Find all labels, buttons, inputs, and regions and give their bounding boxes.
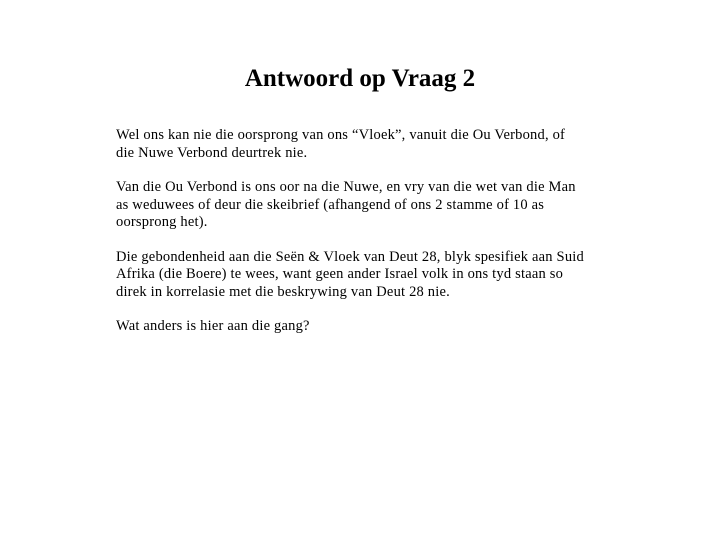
slide-body (116, 127, 586, 353)
paragraph-4: Wat anders is hier aan die gang? (116, 318, 310, 334)
paragraph-3: Die gebondenheid aan die Seën & Vloek van Deut 28, blyk spesifiek aan Suid Afrika (die Boere) te wees, want geen ander Israel volk in ons tyd staan so direk in korrelasie met die beskrywing van Deut 28 nie. (116, 248, 584, 300)
paragraph-2: Van die Ou Verbond is ons oor na die Nuwe, en vry van die wet van die Man as weduwees of deur die skeibrief (afhangend of ons 2 stamme of 10 as oorsprong het). (116, 179, 576, 230)
paragraph-1: Wel ons kan nie die oorsprong van ons “Vloek”, vanuit die Ou Verbond, of die Nuwe Verbond deurtrek nie. (116, 127, 566, 161)
slide-title: Antwoord op Vraag 2 (244, 65, 476, 92)
